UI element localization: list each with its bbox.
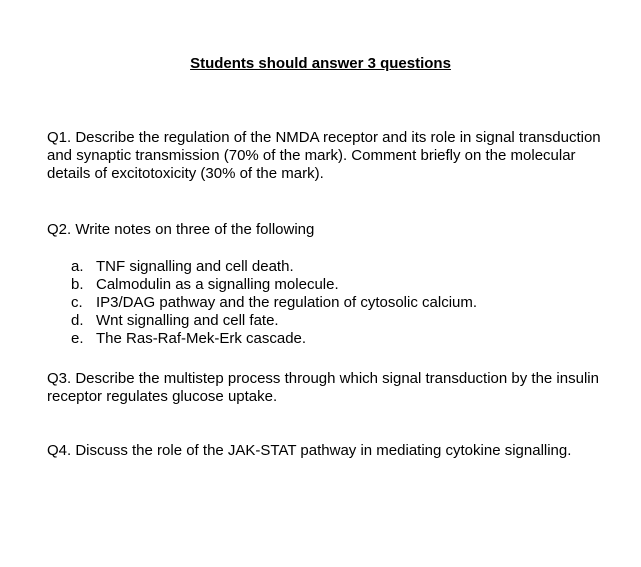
list-marker: b. — [71, 276, 84, 293]
list-item — [71, 312, 591, 330]
list-item — [71, 330, 591, 348]
page-title — [0, 55, 641, 73]
list-marker: d. — [71, 312, 84, 329]
list-item-text: Calmodulin as a signalling molecule. — [96, 276, 339, 293]
list-item — [71, 294, 591, 312]
list-item — [71, 276, 591, 294]
list-item-text: Wnt signalling and cell fate. — [96, 312, 279, 329]
question-1: Q1. Describe the regulation of the NMDA receptor and its role in signal transduction and synaptic transmission (70% of the mark). Comment briefly on the molecular details of excitotoxicity (30% of the mark). — [47, 129, 601, 182]
list-marker: a. — [71, 258, 84, 275]
question-4: Q4. Discuss the role of the JAK-STAT pathway in mediating cytokine signalling. — [47, 442, 572, 459]
list-marker: e. — [71, 330, 84, 347]
list-item-text: TNF signalling and cell death. — [96, 258, 294, 275]
list-item-text: IP3/DAG pathway and the regulation of cytosolic calcium. — [96, 294, 478, 311]
list-item-text: The Ras-Raf-Mek-Erk cascade. — [96, 330, 307, 347]
question-3: Q3. Describe the multistep process through which signal transduction by the insulin receptor regulates glucose uptake. — [47, 370, 599, 405]
list-marker: c. — [71, 294, 83, 311]
question-2: Q2. Write notes on three of the following — [47, 221, 315, 238]
list-item — [71, 258, 591, 276]
question-2-options — [71, 258, 591, 348]
page-title-text: Students should answer 3 questions — [190, 55, 451, 72]
